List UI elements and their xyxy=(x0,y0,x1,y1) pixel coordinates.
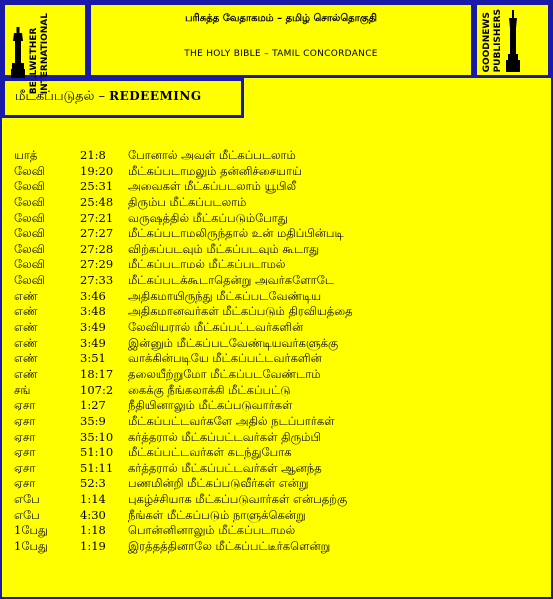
list-item xyxy=(14,164,534,180)
verse-text: கர்த்தரால் மீட்கப்பட்டவர்கள் திரும்பி xyxy=(128,429,321,444)
book-abbrev: எண் xyxy=(14,366,38,381)
verse-ref: 25:31 xyxy=(80,179,114,194)
list-item xyxy=(14,508,534,524)
list-item xyxy=(14,492,534,508)
verse-text: திரும்ப மீட்கப்படலாம் xyxy=(128,194,247,209)
book-abbrev: ஏசா xyxy=(14,429,36,444)
verse-text: பணமின்றி மீட்கப்படுவீர்கள் என்று xyxy=(128,476,309,491)
list-item xyxy=(14,179,534,195)
verse-text: போனால் அவள் மீட்கப்படலாம் xyxy=(128,148,296,162)
topic-english: REDEEMING xyxy=(109,89,202,103)
verse-text: மீட்கப்படக்கூடாதென்று அவர்களோடே xyxy=(128,273,334,288)
book-abbrev: ஏசா xyxy=(14,398,36,413)
verse-ref: 21:8 xyxy=(80,148,106,162)
verse-text: அதிகமாயிருந்து மீட்கப்படவேண்டிய xyxy=(128,288,322,303)
publisher-left-line1: BELLWETHER xyxy=(29,27,39,95)
list-item xyxy=(14,195,534,211)
topic-heading xyxy=(15,89,202,105)
list-item xyxy=(14,383,534,399)
list-item xyxy=(14,398,534,414)
verse-ref: 27:21 xyxy=(80,210,114,225)
list-item xyxy=(14,367,534,383)
book-abbrev: லேவி xyxy=(14,179,45,194)
verse-text: கர்த்தரால் மீட்கப்பட்டவர்கள் ஆனந்த xyxy=(128,460,322,475)
title-banner xyxy=(88,2,474,78)
list-item xyxy=(14,476,534,492)
list-item xyxy=(14,289,534,305)
verse-ref: 18:17 xyxy=(80,366,114,381)
book-abbrev: எபே xyxy=(14,492,40,507)
list-item xyxy=(14,273,534,289)
verse-ref: 1:14 xyxy=(80,492,106,507)
verse-ref: 52:3 xyxy=(80,476,106,491)
publisher-logo-left xyxy=(2,2,88,95)
verse-text: இரத்தத்தினாலே மீட்கப்பட்டீர்களென்று xyxy=(128,539,331,554)
list-item xyxy=(14,351,534,367)
topic-tamil: மீட்கப்படுதல் xyxy=(15,89,95,104)
book-abbrev: லேவி xyxy=(14,257,45,272)
book-abbrev: யாத் xyxy=(14,148,38,162)
verse-ref: 3:49 xyxy=(80,320,106,335)
book-abbrev: லேவி xyxy=(14,194,45,209)
list-item xyxy=(14,430,534,446)
verse-text: மீட்கப்படாமலிருந்தால் உன் மதிப்பின்படி xyxy=(128,226,344,241)
book-abbrev: 1பேது xyxy=(14,523,49,538)
topic-box xyxy=(2,78,244,118)
verse-text: அவைகள் மீட்கப்படலாம் யூபிலீ xyxy=(128,179,297,194)
list-item xyxy=(14,226,534,242)
verse-text: பொன்னினாலும் மீட்கப்படாமல் xyxy=(128,523,296,538)
list-item xyxy=(14,257,534,273)
verse-ref: 107:2 xyxy=(80,382,114,397)
verse-text: வாக்கின்படியே மீட்கப்பட்டவர்களின் xyxy=(128,351,322,366)
book-abbrev: எண் xyxy=(14,288,38,303)
verse-ref: 3:48 xyxy=(80,304,106,319)
list-item xyxy=(14,336,534,352)
verse-ref: 35:10 xyxy=(80,429,114,444)
verse-ref: 4:30 xyxy=(80,507,106,522)
verse-ref: 51:11 xyxy=(80,460,114,475)
list-item xyxy=(14,242,534,258)
book-abbrev: எண் xyxy=(14,304,38,319)
list-item xyxy=(14,148,534,164)
publisher-logo-right xyxy=(474,2,551,78)
book-abbrev: எண் xyxy=(14,351,38,366)
book-abbrev: ஏசா xyxy=(14,460,36,475)
verse-text: மீட்கப்பட்டவர்கள் கடந்துபோக xyxy=(128,445,292,460)
publisher-right-line1: GOODNEWS xyxy=(482,12,492,73)
book-abbrev: லேவி xyxy=(14,163,45,178)
verse-text: அதிகமானவர்கள் மீட்கப்படும் திரவியத்தை xyxy=(128,304,353,319)
verse-text: விற்கப்படவும் மீட்கப்படவும் கூடாது xyxy=(128,241,320,256)
book-abbrev: எண் xyxy=(14,335,38,350)
book-abbrev: லேவி xyxy=(14,210,45,225)
verse-ref: 27:28 xyxy=(80,241,114,256)
book-abbrev: 1பேது xyxy=(14,539,49,554)
book-abbrev: சங் xyxy=(14,382,31,397)
list-item xyxy=(14,523,534,539)
verse-text: இன்னும் மீட்கப்படவேண்டியவர்களுக்கு xyxy=(128,335,339,350)
book-abbrev: லேவி xyxy=(14,226,45,241)
tower-icon xyxy=(506,10,520,72)
verse-text: தலையீற்றுமோ மீட்கப்படவேண்டாம் xyxy=(128,366,321,381)
verse-text: மீட்கப்படாமல் மீட்கப்படாமல் xyxy=(128,257,286,272)
verse-text: மீட்கப்பட்டவர்களே அதில் நடப்பார்கள் xyxy=(128,413,335,428)
verse-ref: 1:19 xyxy=(80,539,106,554)
book-abbrev: லேவி xyxy=(14,273,45,288)
concordance-list xyxy=(14,148,534,555)
verse-text: லேவியரால் மீட்கப்பட்டவர்களின் xyxy=(128,320,304,335)
verse-ref: 27:29 xyxy=(80,257,114,272)
verse-ref: 3:46 xyxy=(80,288,106,303)
publisher-right-line2: PUBLISHERS xyxy=(493,9,503,73)
bell-tower-icon xyxy=(11,27,25,81)
list-item xyxy=(14,539,534,555)
verse-text: புகழ்ச்சியாக மீட்கப்படுவார்கள் என்பதற்கு xyxy=(128,492,348,507)
title-tamil: பரிசுத்த வேதாகமம் – தமிழ் சொல்தொகுதி xyxy=(185,13,377,24)
verse-text: வருஷத்தில் மீட்கப்படும்போது xyxy=(128,210,288,225)
verse-ref: 1:27 xyxy=(80,398,106,413)
list-item xyxy=(14,304,534,320)
list-item xyxy=(14,211,534,227)
verse-ref: 27:33 xyxy=(80,273,114,288)
list-item xyxy=(14,461,534,477)
list-item xyxy=(14,445,534,461)
book-abbrev: ஏசா xyxy=(14,445,36,460)
verse-text: மீட்கப்படாமலும் தன்னிச்சையாய் xyxy=(128,163,302,178)
verse-ref: 3:49 xyxy=(80,335,106,350)
list-item xyxy=(14,414,534,430)
verse-ref: 35:9 xyxy=(80,413,106,428)
verse-ref: 1:18 xyxy=(80,523,106,538)
book-abbrev: எபே xyxy=(14,507,40,522)
title-english: THE HOLY BIBLE – TAMIL CONCORDANCE xyxy=(184,49,378,59)
book-abbrev: லேவி xyxy=(14,241,45,256)
book-abbrev: ஏசா xyxy=(14,476,36,491)
verse-ref: 51:10 xyxy=(80,445,114,460)
verse-text: நீதியினாலும் மீட்கப்படுவார்கள் xyxy=(128,398,293,413)
verse-ref: 19:20 xyxy=(80,163,114,178)
verse-text: கைக்கு நீங்கலாக்கி மீட்கப்பட்டு xyxy=(128,382,291,397)
verse-ref: 27:27 xyxy=(80,226,114,241)
list-item xyxy=(14,320,534,336)
verse-ref: 25:48 xyxy=(80,194,114,209)
book-abbrev: ஏசா xyxy=(14,413,36,428)
publisher-left-line2: INTERNATIONAL xyxy=(40,13,50,95)
book-abbrev: எண் xyxy=(14,320,38,335)
verse-text: நீங்கள் மீட்கப்படும் நாளுக்கென்று xyxy=(128,507,306,522)
verse-ref: 3:51 xyxy=(80,351,106,366)
topic-separator: – xyxy=(98,89,106,104)
